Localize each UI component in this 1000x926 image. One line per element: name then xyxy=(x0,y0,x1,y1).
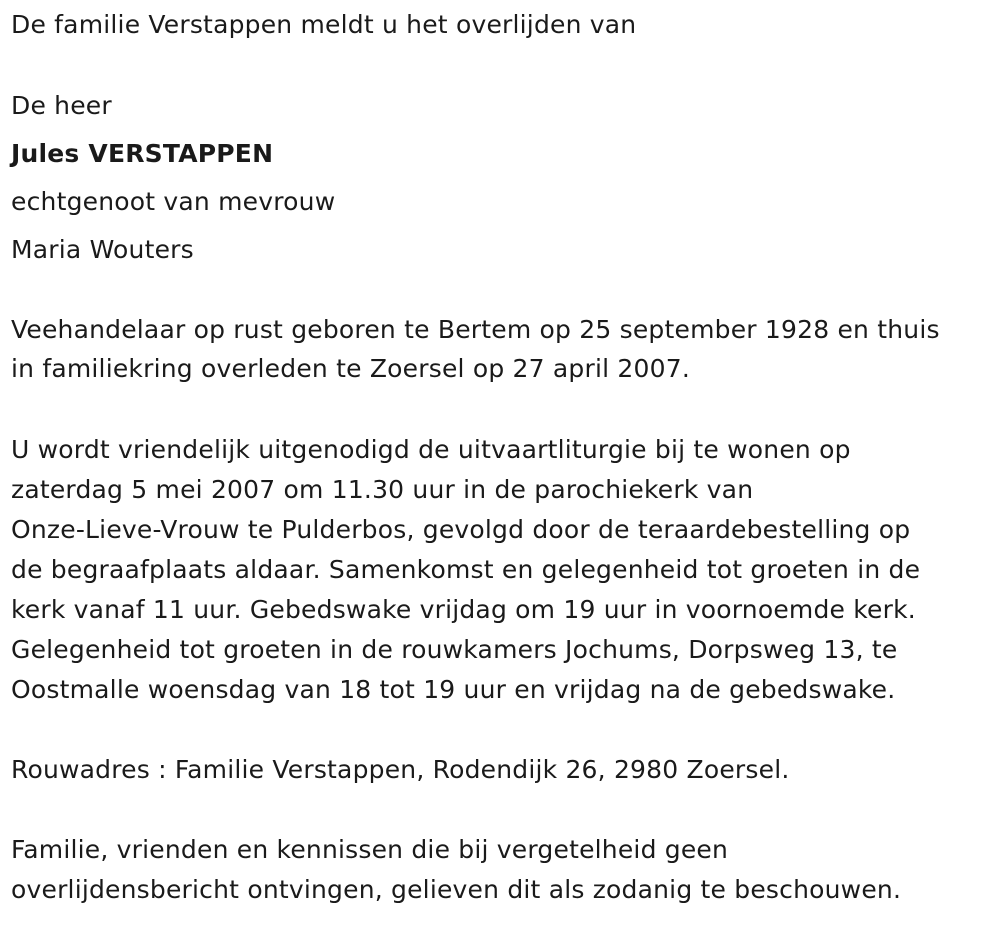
spouse-name: Maria Wouters xyxy=(11,235,194,264)
invitation-line: Gelegenheid tot groeten in de rouwkamers Jochums, Dorpsweg 13, te xyxy=(11,635,898,664)
mourning-address: Rouwadres : Familie Verstappen, Rodendijk 26, 2980 Zoersel. xyxy=(11,755,790,784)
invitation-line: de begraafplaats aldaar. Samenkomst en gelegenheid tot groeten in de xyxy=(11,555,921,584)
deceased-name: Jules VERSTAPPEN xyxy=(11,139,274,168)
invitation-line: kerk vanaf 11 uur. Gebedswake vrijdag om 19 uur in voornoemde kerk. xyxy=(11,595,916,624)
invitation-line: zaterdag 5 mei 2007 om 11.30 uur in de parochiekerk van xyxy=(11,475,754,504)
spouse-label: echtgenoot van mevrouw xyxy=(11,187,336,216)
bio-line: in familiekring overleden te Zoersel op 27 april 2007. xyxy=(11,354,690,383)
invitation-line: Oostmalle woensdag van 18 tot 19 uur en vrijdag na de gebedswake. xyxy=(11,675,896,704)
closing-line: overlijdensbericht ontvingen, gelieven dit als zodanig te beschouwen. xyxy=(11,875,902,904)
invitation-line: Onze-Lieve-Vrouw te Pulderbos, gevolgd door de teraardebestelling op xyxy=(11,515,911,544)
closing-line: Familie, vrienden en kennissen die bij vergetelheid geen xyxy=(11,835,729,864)
intro-text: De familie Verstappen meldt u het overlijden van xyxy=(11,10,637,39)
title-prefix: De heer xyxy=(11,91,112,120)
invitation-line: U wordt vriendelijk uitgenodigd de uitvaartliturgie bij te wonen op xyxy=(11,435,851,464)
bio-line: Veehandelaar op rust geboren te Bertem op 25 september 1928 en thuis xyxy=(11,315,940,344)
